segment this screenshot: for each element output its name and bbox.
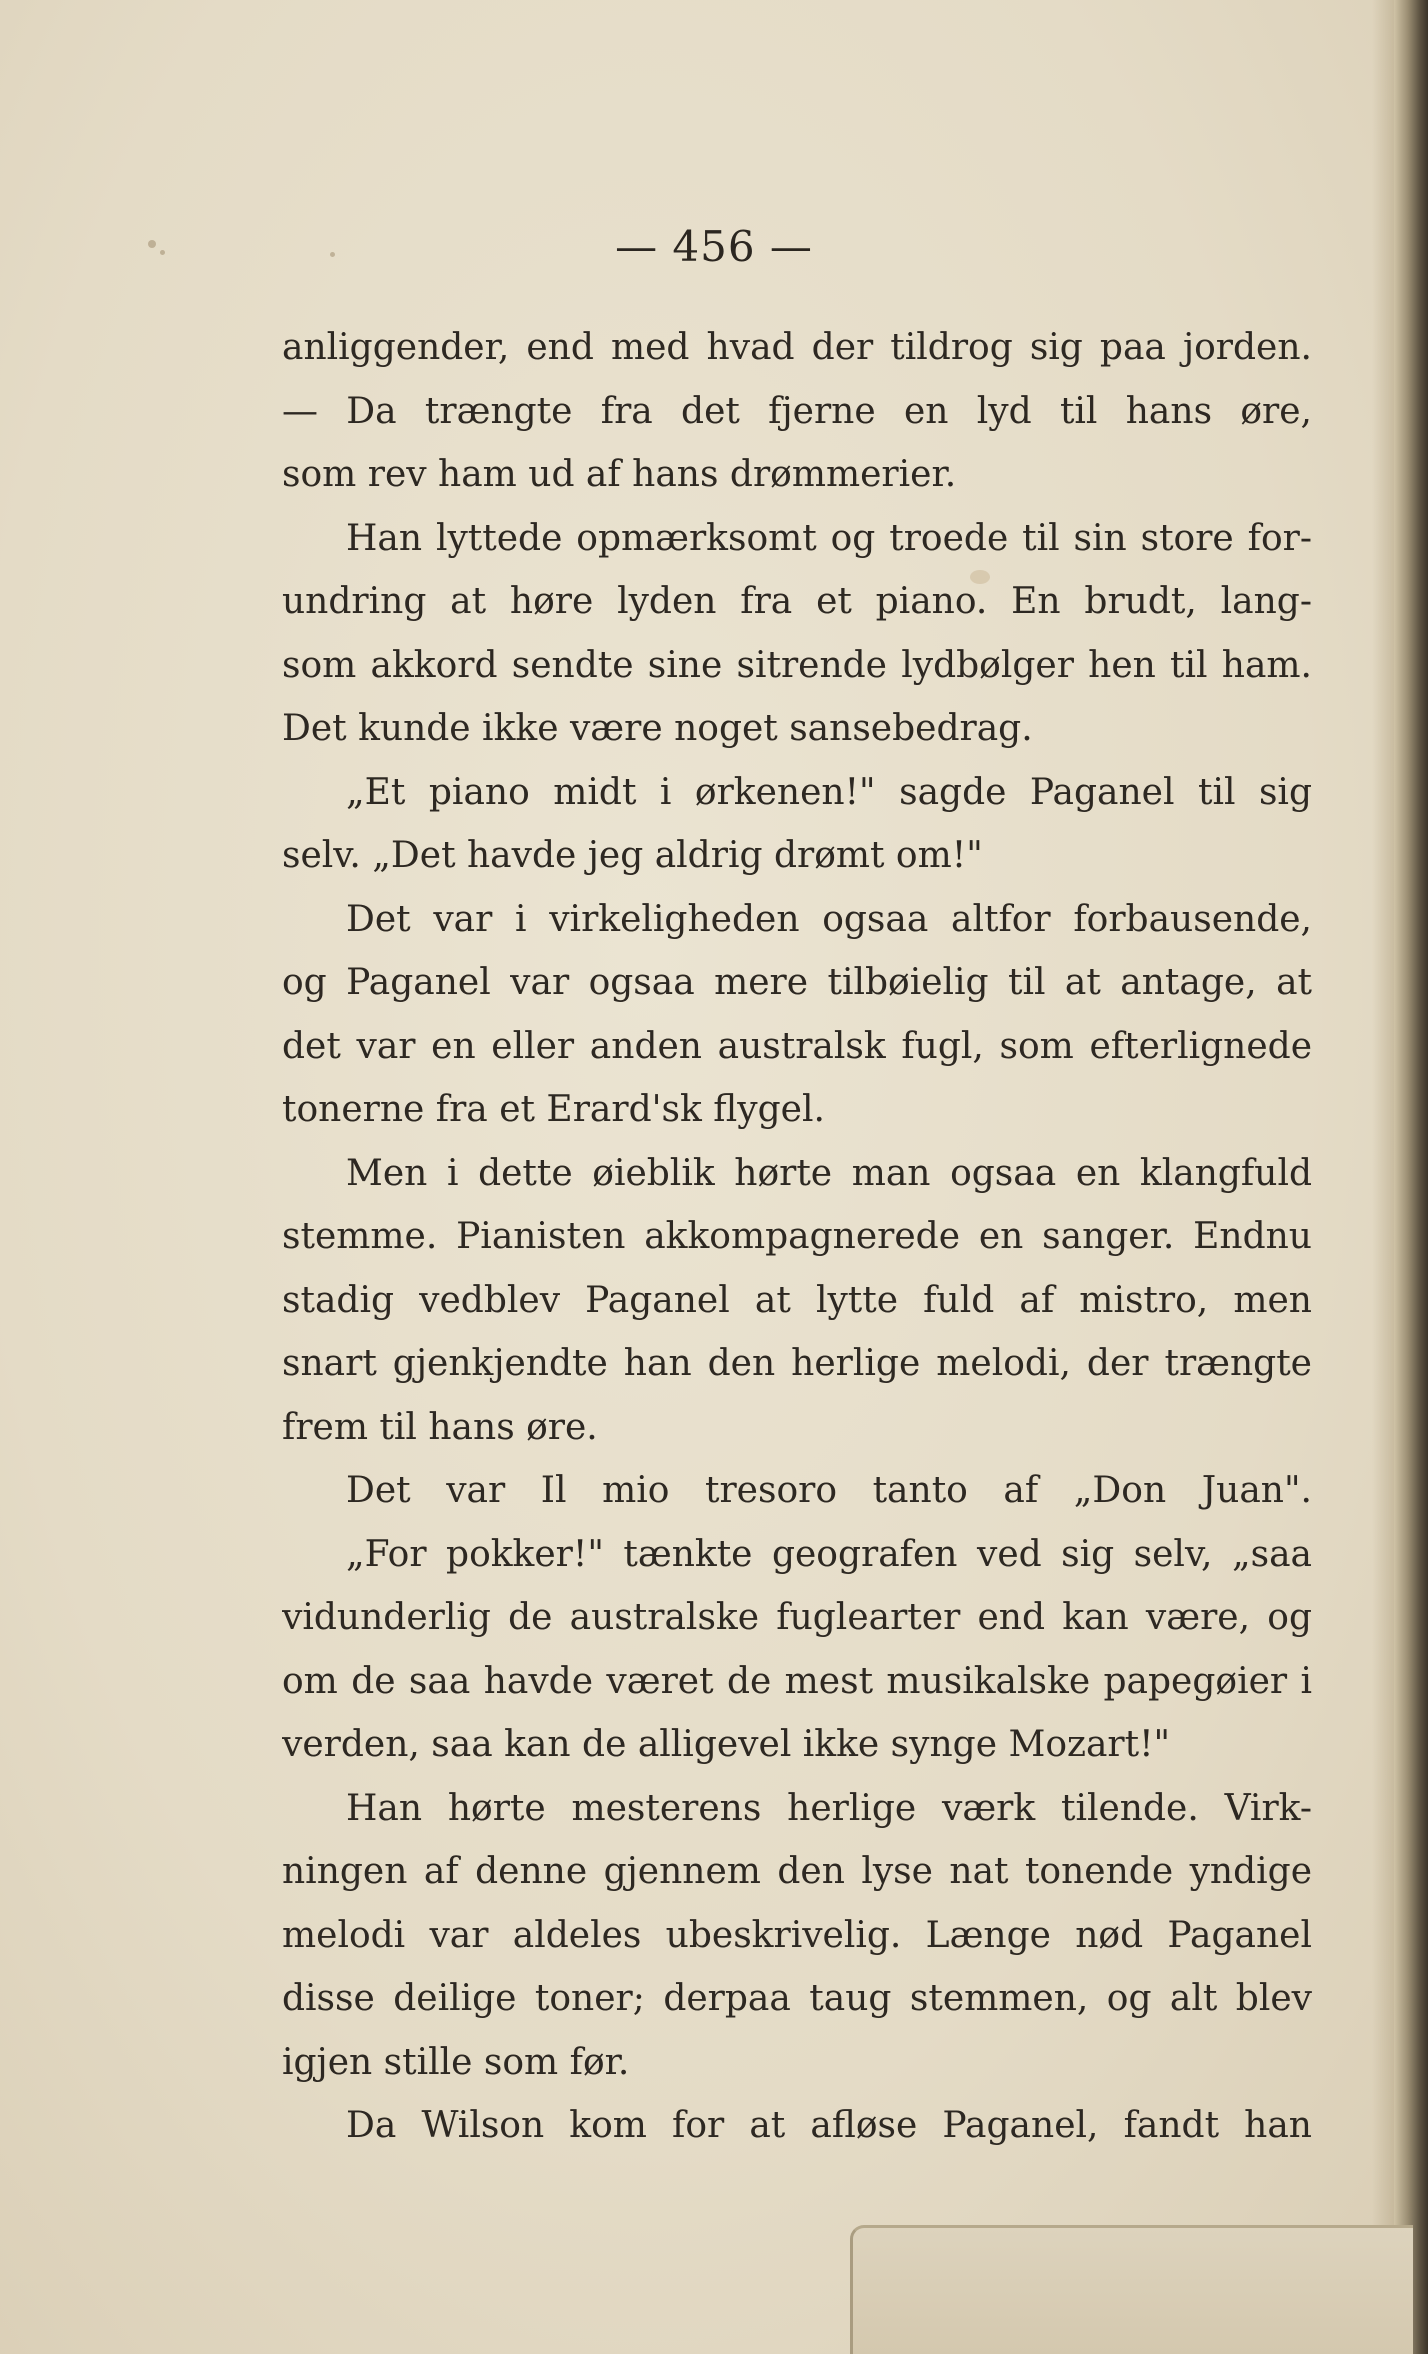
body-text (282, 316, 1312, 2158)
page-corner-fold (850, 2225, 1413, 2354)
page-edge-shadow (1372, 0, 1394, 2354)
text-line: Han lyttede opmærksomt og troede til sin store for- (346, 517, 1312, 559)
text-line: — Da trængte fra det fjerne en lyd til hans øre, (282, 390, 1312, 432)
page-number: — 456 — (615, 222, 813, 271)
text-line: Det var i virkeligheden ogsaa altfor forbausende, (346, 898, 1312, 940)
text-line: Det var Il mio tresoro tanto af „Don Juan". (346, 1470, 1312, 1511)
text-line: „For pokker!" tænkte geografen ved sig selv, „saa (346, 1533, 1312, 1575)
text-line: vidunderlig de australske fuglearter end kan være, og (282, 1597, 1312, 1638)
text-line: Da Wilson kom for at afløse Paganel, fandt han (346, 2105, 1312, 2146)
text-line: og Paganel var ogsaa mere tilbøielig til at antage, at (282, 962, 1312, 1003)
page-edge (1394, 0, 1428, 2354)
text-line: undring at høre lyden fra et piano. En brudt, lang- (282, 581, 1312, 622)
text-line: Han hørte mesterens herlige værk tilende. Virk- (346, 1787, 1312, 1829)
text-line: ningen af denne gjennem den lyse nat tonende yndige (282, 1851, 1312, 1892)
text-line: som rev ham ud af hans drømmerier. (282, 454, 957, 495)
text-line: om de saa havde været de mest musikalske papegøier i (282, 1660, 1312, 1702)
text-line: Det kunde ikke være noget sansebedrag. (282, 708, 1033, 749)
text-line: selv. „Det havde jeg aldrig drømt om!" (282, 835, 983, 876)
text-line: melodi var aldeles ubeskrivelig. Længe nød Paganel (282, 1914, 1312, 1956)
text-line: snart gjenkjendte han den herlige melodi, der trængte (282, 1343, 1312, 1384)
text-line: disse deilige toner; derpaa taug stemmen, og alt blev (282, 1978, 1312, 2019)
text-line: det var en eller anden australsk fugl, som efterlignede (282, 1025, 1312, 1067)
text-line: igjen stille som før. (282, 2041, 630, 2083)
text-line: anliggender, end med hvad der tildrog sig paa jorden. (282, 327, 1312, 368)
text-line: stadig vedblev Paganel at lytte fuld af mistro, men (282, 1279, 1312, 1321)
text-line: tonerne fra et Erard'sk flygel. (282, 1089, 825, 1130)
text-line: verden, saa kan de alligevel ikke synge Mozart!" (282, 1724, 1171, 1765)
text-line: frem til hans øre. (282, 1406, 598, 1448)
text-line: „Et piano midt i ørkenen!" sagde Paganel til sig (346, 771, 1312, 813)
text-line: som akkord sendte sine sitrende lydbølger hen til ham. (282, 644, 1312, 686)
text-line: Men i dette øieblik hørte man ogsaa en klangfuld (346, 1152, 1312, 1194)
text-line: stemme. Pianisten akkompagnerede en sanger. Endnu (282, 1216, 1312, 1257)
